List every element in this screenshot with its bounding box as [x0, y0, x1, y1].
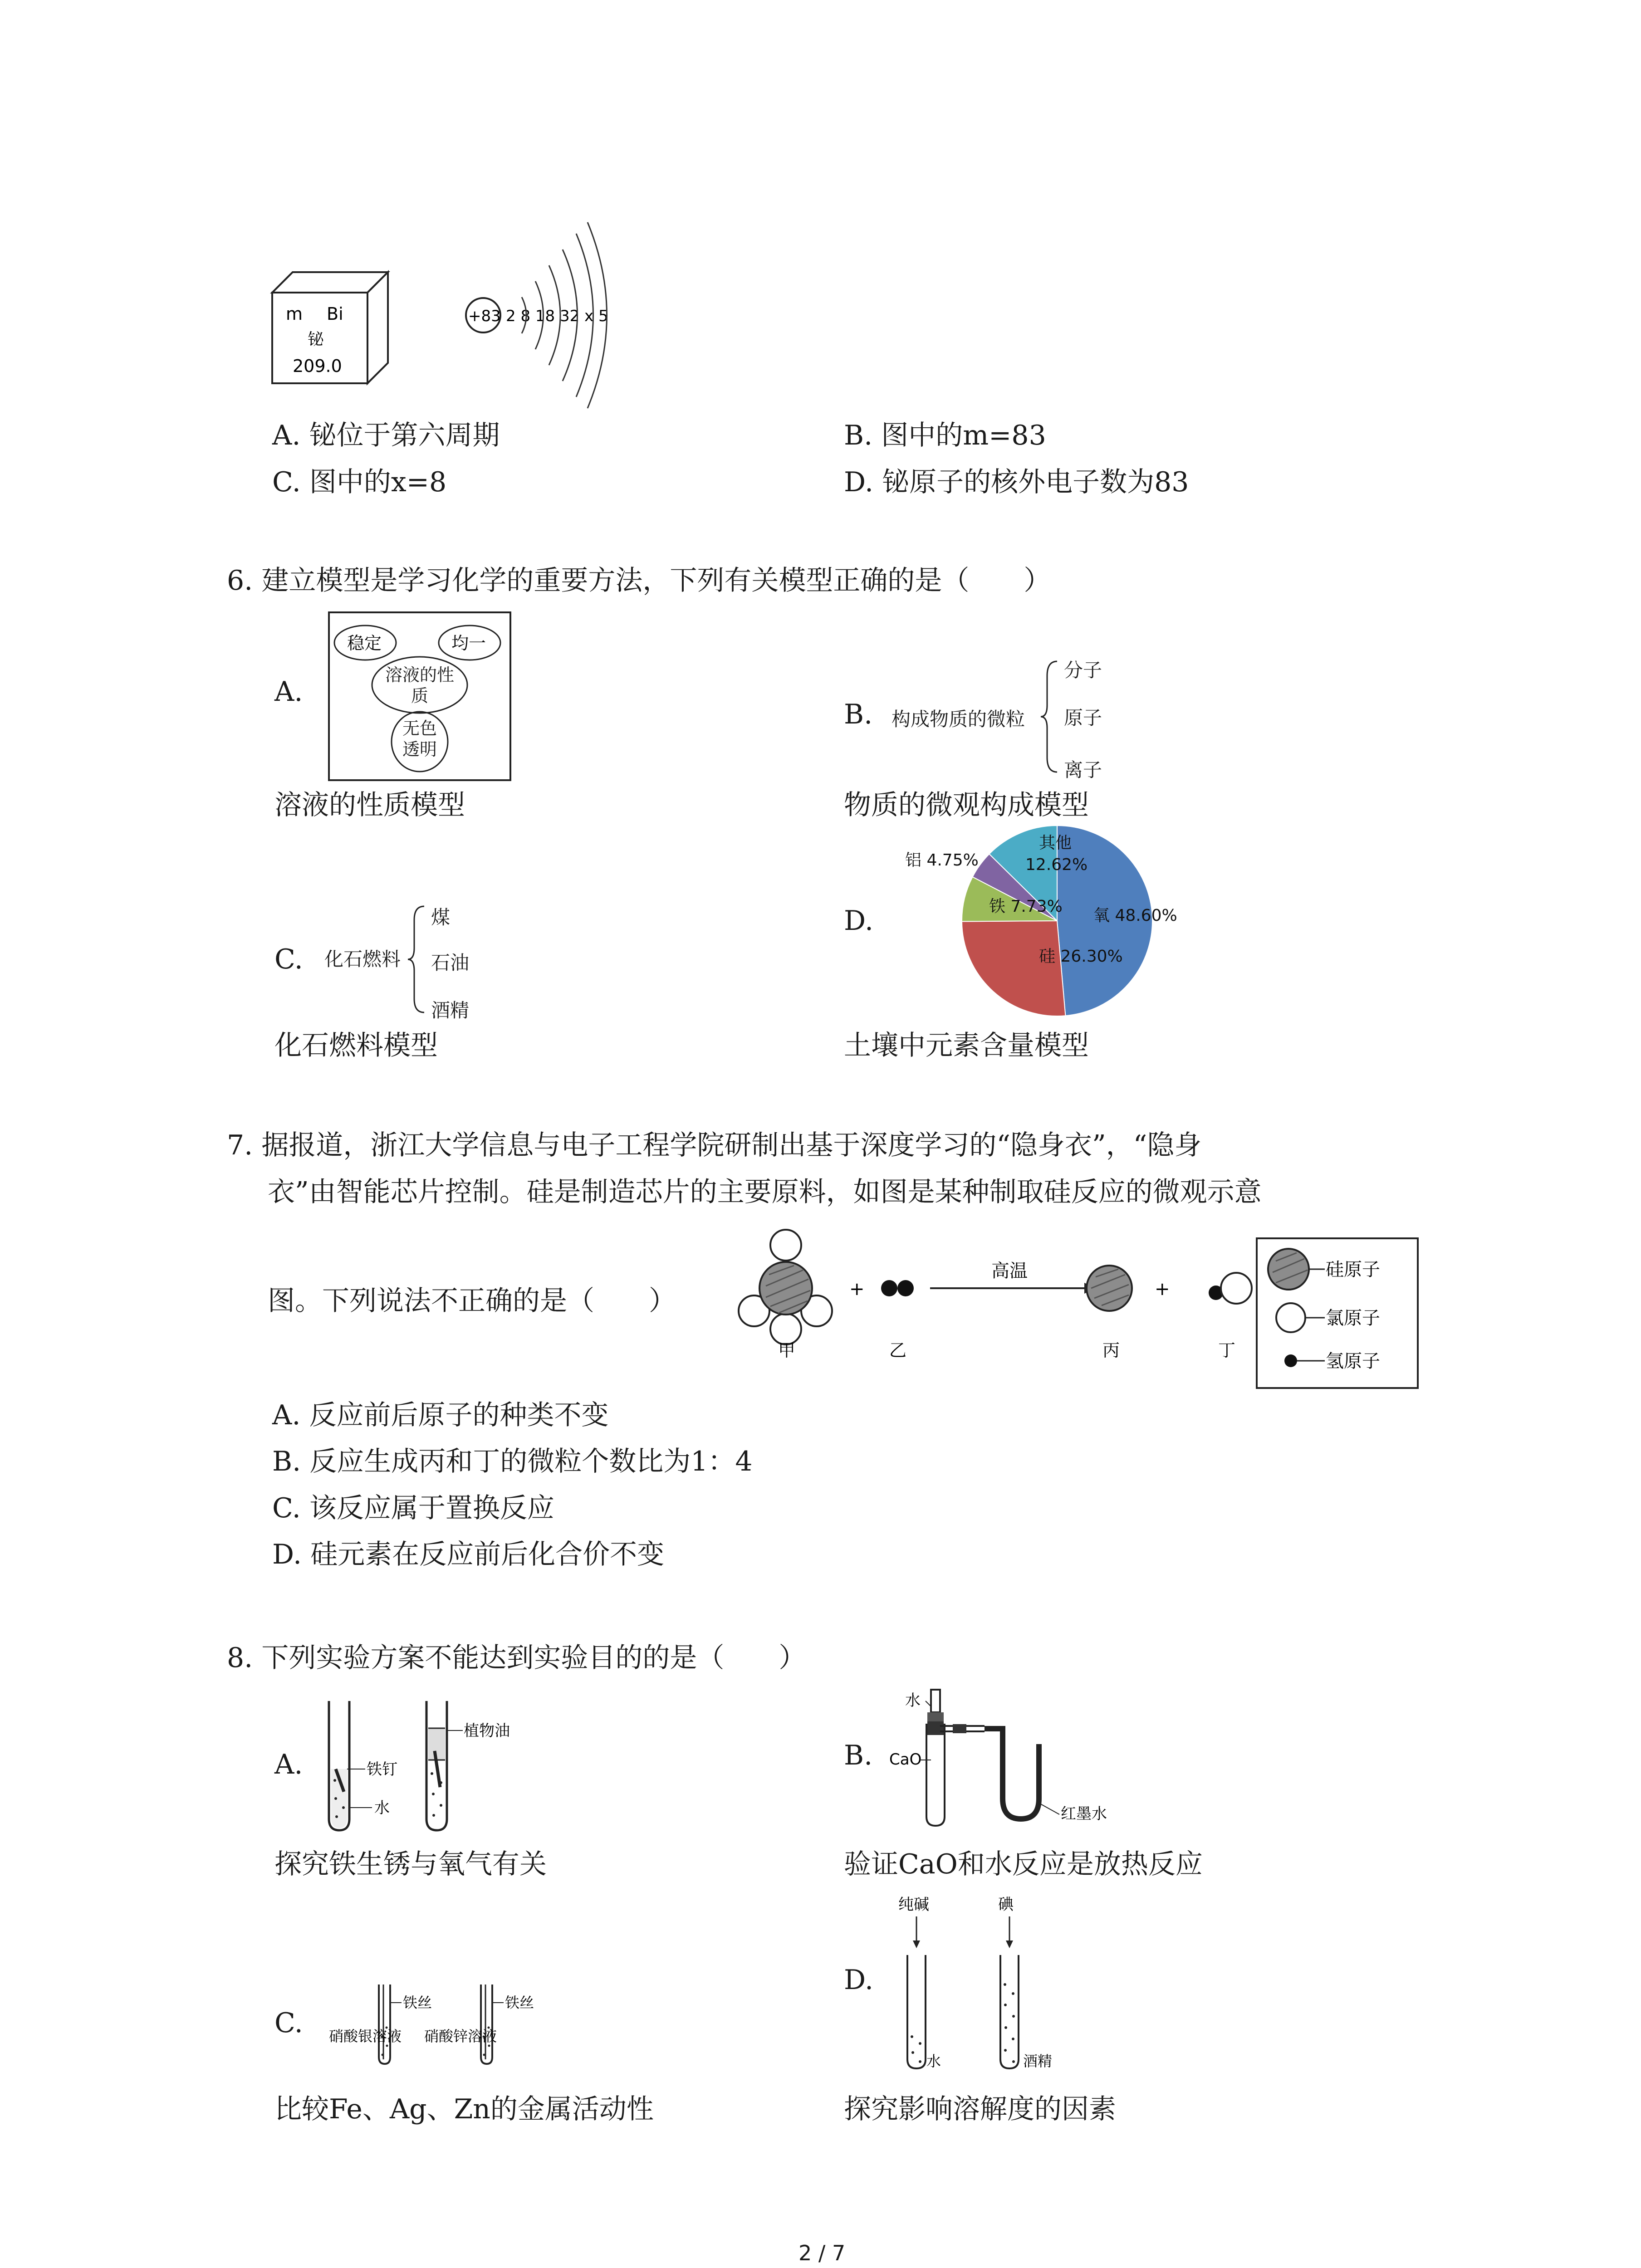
bubble-colorless: 无色透明: [402, 719, 437, 759]
q5-option-a: [272, 422, 500, 449]
q6-c-item-oil: 石油: [431, 952, 470, 974]
label-bing: 丙: [1102, 1340, 1120, 1360]
option-text: 反应生成丙和丁的微粒个数比为1：4: [309, 1446, 753, 1477]
label-yi: 乙: [889, 1340, 907, 1360]
atom-structure-figure: [463, 218, 612, 413]
label-zinc-nitrate: 硝酸锌溶液: [424, 2028, 497, 2045]
solubility-experiment: [889, 1887, 1107, 2077]
option-text: 图中的m=83: [881, 420, 1046, 451]
q7-option-a: [272, 1399, 609, 1431]
q8-d-label: D.: [844, 1964, 874, 1996]
pie-label-0: 氧 48.60%: [1093, 906, 1177, 925]
q6-d-caption: 土壤中元素含量模型: [844, 1030, 1089, 1061]
q6-a-caption: 溶液的性质模型: [274, 789, 465, 821]
q7-option-b: [272, 1448, 753, 1475]
legend-h: 氢原子: [1326, 1351, 1380, 1372]
q6-a-label: A.: [274, 676, 303, 708]
label-red-ink: 红墨水: [1061, 1805, 1107, 1823]
reaction-diagram: [726, 1225, 1425, 1406]
q6-c-caption: 化石燃料模型: [274, 1030, 438, 1061]
q8-a-label: A.: [274, 1749, 303, 1780]
option-label: B.: [844, 420, 873, 451]
label-soda-ash: 纯碱: [898, 1896, 929, 1914]
label-ding: 丁: [1218, 1340, 1236, 1360]
option-text: 硅元素在反应前后化合价不变: [310, 1539, 665, 1570]
label-water: 水: [905, 1691, 921, 1710]
brace: [406, 903, 429, 1016]
label-iodine: 碘: [998, 1896, 1014, 1914]
label-jia: 甲: [778, 1340, 796, 1360]
q8-c-caption: 比较Fe、Ag、Zn的金属活动性: [274, 2093, 654, 2125]
q5-option-c: [272, 466, 447, 498]
q8-b-caption: 验证CaO和水反应是放热反应: [844, 1848, 1203, 1880]
metal-activity-experiment: [318, 1982, 572, 2073]
option-text: 该反应属于置换反应: [309, 1492, 554, 1524]
q8-d-caption: 探究影响溶解度的因素: [844, 2093, 1116, 2125]
legend-si: 硅原子: [1326, 1259, 1380, 1280]
option-label: A.: [272, 420, 301, 451]
option-text: 铋位于第六周期: [309, 420, 500, 451]
nucleus-charge: +83: [468, 307, 501, 325]
condition-high-temp: 高温: [991, 1261, 1028, 1281]
q6-c-label: C.: [274, 943, 303, 975]
brace: [1039, 658, 1062, 776]
q5-option-d: [844, 466, 1189, 498]
q6-b-item-ion: 离子: [1064, 759, 1102, 781]
element-symbol: Bi: [327, 304, 343, 324]
iron-rust-experiment: [318, 1696, 554, 1837]
q8-a-caption: 探究铁生锈与氧气有关: [274, 1848, 547, 1880]
plus-sign: +: [849, 1279, 865, 1300]
q8-b-label: B.: [844, 1740, 873, 1771]
plus-sign: +: [1155, 1279, 1170, 1300]
element-mass: 209.0: [293, 356, 342, 376]
option-label: D.: [272, 1539, 302, 1570]
q8-stem: 8. 下列实验方案不能达到实验目的的是（ ）: [227, 1642, 806, 1674]
option-label: C.: [272, 466, 301, 498]
pie-label-4: 其他 12.62%: [1025, 834, 1088, 874]
pie-label-1: 硅 26.30%: [1039, 947, 1123, 966]
pie-slice-1: [962, 921, 1065, 1016]
label-iron-nail: 铁钉: [367, 1760, 397, 1779]
q6-b-root: 构成物质的微粒: [892, 708, 1025, 730]
label-iron-wire: 铁丝: [403, 1994, 432, 2011]
option-label: B.: [272, 1446, 301, 1477]
option-text: 反应前后原子的种类不变: [309, 1399, 609, 1431]
q6-b-item-molecule: 分子: [1064, 659, 1102, 681]
page-number: 2 / 7: [798, 2241, 846, 2265]
bubble-stable: 稳定: [347, 633, 382, 653]
q8-c-label: C.: [274, 2007, 303, 2039]
bubble-uniform: 均一: [451, 633, 486, 653]
q6-c-item-coal: 煤: [431, 906, 451, 929]
label-iron-wire: 铁丝: [505, 1994, 534, 2011]
option-label: D.: [844, 466, 874, 498]
q5-option-b: [844, 422, 1046, 449]
solution-properties-figure: [327, 610, 513, 782]
pie-label-2: 铁 7.73%: [989, 897, 1063, 916]
q7-option-c: [272, 1492, 554, 1524]
option-label: C.: [272, 1492, 301, 1524]
q6-b-caption: 物质的微观构成模型: [844, 789, 1089, 821]
q7-stem-line2: 衣”由智能芯片控制。硅是制造芯片的主要原料，如图是某种制取硅反应的微观示意: [268, 1176, 1262, 1208]
label-vegetable-oil: 植物油: [464, 1722, 510, 1740]
pie-label-3: 铝 4.75%: [905, 851, 979, 870]
q6-d-label: D.: [844, 905, 874, 937]
cao-exothermic-experiment: [889, 1681, 1125, 1835]
q7-stem-line1: 7. 据报道，浙江大学信息与电子工程学院研制出基于深度学习的“隐身衣”，“隐身: [227, 1129, 1202, 1161]
label-cao: CaO: [889, 1750, 922, 1769]
label-alcohol: 酒精: [1023, 2053, 1053, 2070]
label-water: 水: [926, 2053, 941, 2070]
bubble-solution-properties: 溶液的性质: [385, 665, 454, 706]
option-text: 铋原子的核外电子数为83: [882, 466, 1189, 498]
q6-c-item-alcohol: 酒精: [431, 999, 470, 1022]
option-label: A.: [272, 1399, 301, 1431]
option-text: 图中的x=8: [309, 466, 447, 498]
label-silver-nitrate: 硝酸银溶液: [329, 2028, 402, 2045]
q6-stem: 6. 建立模型是学习化学的重要方法，下列有关模型正确的是（ ）: [227, 565, 1051, 596]
q7-stem-line3: 图。下列说法不正确的是（ ）: [268, 1285, 676, 1317]
shell-electrons: 2 8 18 32 x 5: [506, 307, 608, 325]
q7-option-d: [272, 1541, 664, 1568]
q6-c-root: 化石燃料: [324, 948, 401, 970]
label-water: 水: [374, 1799, 390, 1817]
element-name: 铋: [308, 330, 324, 349]
soil-element-pie-chart: [889, 826, 1207, 1025]
legend-cl: 氯原子: [1326, 1308, 1380, 1329]
q6-b-item-atom: 原子: [1064, 707, 1102, 729]
element-cell-figure: [268, 265, 395, 388]
element-m: m: [286, 304, 303, 324]
q6-b-label: B.: [844, 699, 873, 730]
